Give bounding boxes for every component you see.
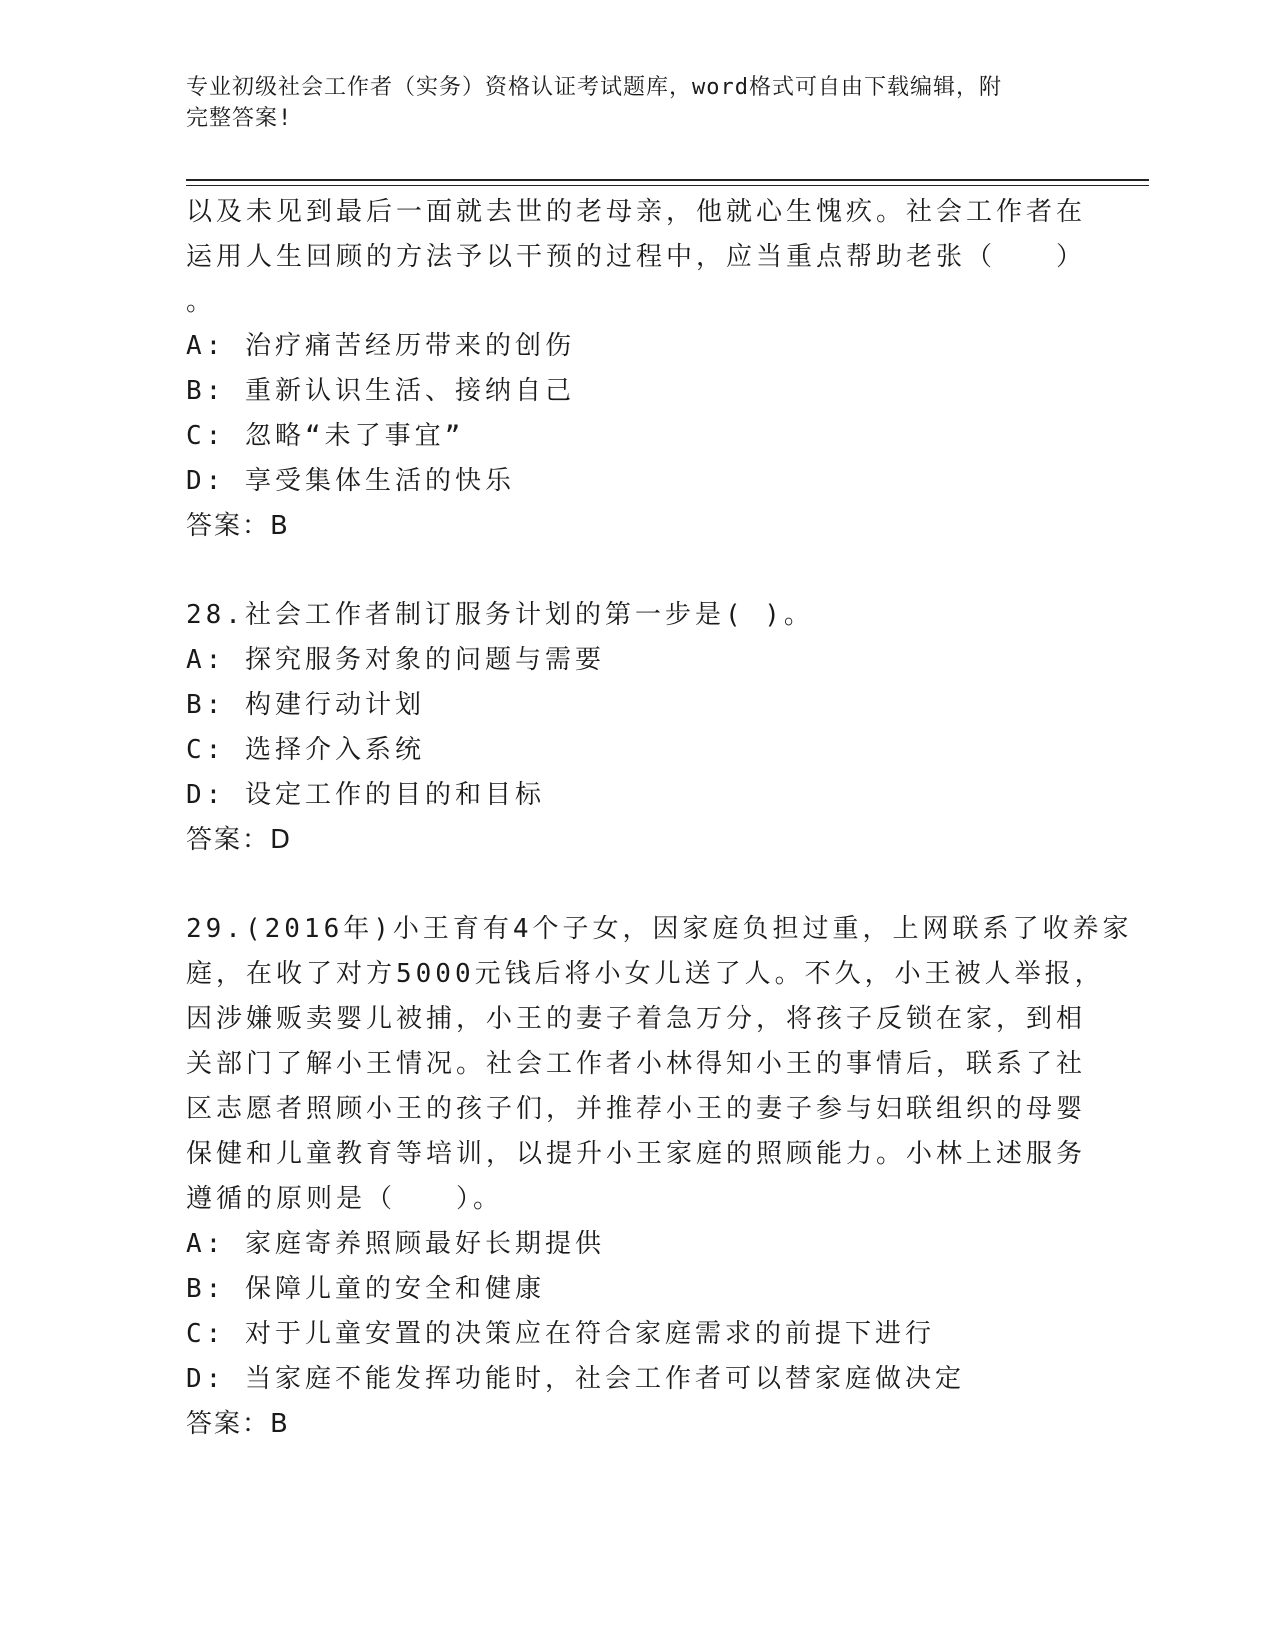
question-29-stem-line-3: 因涉嫌贩卖婴儿被捕，小王的妻子着急万分，将孩子反锁在家，到相 [186,1004,1087,1034]
question-28 [186,593,1086,863]
question-27-answer: 答案：B [186,511,290,541]
question-27 [186,190,1086,549]
question-28-option-c: C: 选择介入系统 [186,735,425,765]
question-29-stem-line-2: 庭，在收了对方5000元钱后将小女儿送了人。不久，小王被人举报， [186,959,1105,989]
header-line-2: 完整答案! [186,106,293,131]
question-29-stem-line-7: 遵循的原则是（ ）。 [186,1184,504,1214]
question-29-stem-line-5: 区志愿者照顾小王的孩子们，并推荐小王的妻子参与妇联组织的母婴 [186,1094,1087,1124]
question-28-answer: 答案：D [186,825,293,855]
header-divider-thick [186,179,1149,181]
question-29-option-d: D: 当家庭不能发挥功能时，社会工作者可以替家庭做决定 [186,1364,965,1394]
question-29-option-a: A: 家庭寄养照顾最好长期提供 [186,1229,605,1259]
question-27-stem-line-1: 以及未见到最后一面就去世的老母亲，他就心生愧疚。社会工作者在 [186,197,1087,227]
question-27-stem-line-2: 运用人生回顾的方法予以干预的过程中，应当重点帮助老张（ ） [186,242,1087,272]
question-28-option-a: A: 探究服务对象的问题与需要 [186,645,605,675]
question-27-option-d: D: 享受集体生活的快乐 [186,466,515,496]
question-29-stem-line-4: 关部门了解小王情况。社会工作者小林得知小王的事情后，联系了社 [186,1049,1087,1079]
question-29-stem-line-6: 保健和儿童教育等培训，以提升小王家庭的照顾能力。小林上述服务 [186,1139,1087,1169]
spacer [186,549,1086,593]
question-28-option-d: D: 设定工作的目的和目标 [186,780,545,810]
question-list [186,190,1133,1447]
header-divider-thin [186,185,1149,186]
page-header [186,72,1066,134]
question-29-answer: 答案：B [186,1409,290,1439]
question-28-stem-line-1: 28.社会工作者制订服务计划的第一步是( )。 [186,600,814,630]
header-line-1: 专业初级社会工作者（实务）资格认证考试题库，word格式可自由下载编辑，附 [186,75,1002,100]
question-29-option-b: B: 保障儿童的安全和健康 [186,1274,545,1304]
question-27-option-a: A: 治疗痛苦经历带来的创伤 [186,331,575,361]
question-28-option-b: B: 构建行动计划 [186,690,425,720]
spacer [186,863,1086,907]
question-29 [186,907,1133,1447]
question-27-stem-line-3: 。 [186,287,217,317]
question-27-option-c: C: 忽略“未了事宜” [186,421,465,451]
question-29-option-c: C: 对于儿童安置的决策应在符合家庭需求的前提下进行 [186,1319,935,1349]
question-27-option-b: B: 重新认识生活、接纳自己 [186,376,575,406]
question-29-stem-line-1: 29.(2016年)小王育有4个子女，因家庭负担过重，上网联系了收养家 [186,914,1133,944]
